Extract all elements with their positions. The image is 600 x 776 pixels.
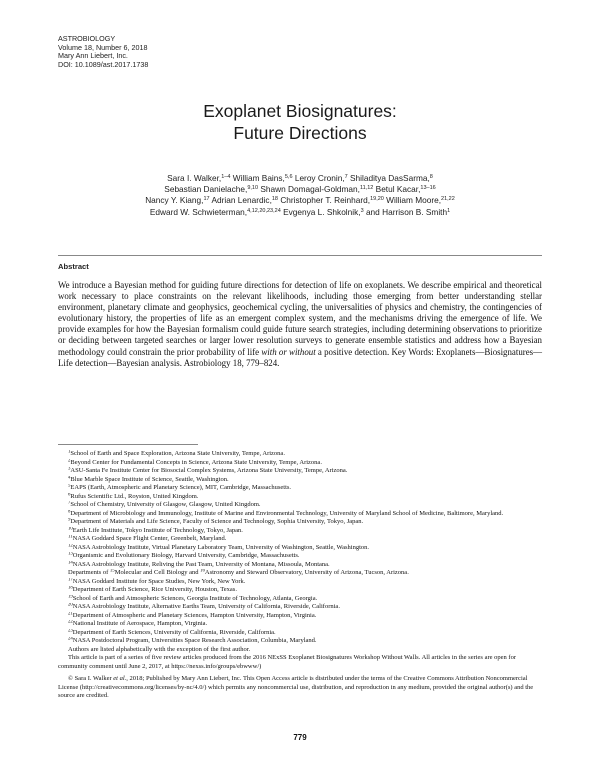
author-name: William Bains,	[232, 173, 285, 183]
copyright-italic: et al.	[113, 675, 127, 682]
affil-text: Blue Marble Space Institute of Science, Seattle, Washington.	[70, 475, 229, 483]
title-line-2: Future Directions	[233, 123, 367, 143]
affiliation-item	[58, 637, 542, 646]
author-affil: 3	[360, 207, 364, 214]
affil-text: NASA Goddard Space Flight Center, Greenbelt, Maryland.	[72, 535, 227, 542]
affiliation-item	[58, 586, 542, 595]
series-note-text: This article is part of a series of five review articles produced from the 2016 NExSS Exoplanet Biosignatures Workshop Without Walls. All articles in the series are open for community comment until June 2, 2017, at https://nexss.info/groups/ebwww/)	[58, 654, 516, 670]
abstract-body	[58, 280, 542, 369]
affil-text: School of Earth and Space Exploration, Arizona State University, Tempe, Arizona.	[70, 450, 285, 457]
author-line	[60, 207, 540, 218]
footnote-divider	[58, 444, 198, 445]
affil-number: 13	[68, 552, 73, 557]
affil-text: Astronomy and Steward Observatory, University of Arizona, Tucson, Arizona.	[204, 569, 409, 576]
affil-number: 21	[68, 611, 73, 616]
affil-text: ASU-Santa Fe Institute Center for Biosocial Complex Systems, Arizona State University, Tempe, Arizona.	[70, 467, 348, 474]
affil-text: Department of Microbiology and Immunology, Institute of Marine and Environmental Technology, University of Maryland School of Medicine, Baltimore, Maryland.	[70, 509, 504, 517]
affiliation-item	[58, 629, 542, 638]
author-affil: 9,10	[247, 185, 259, 192]
affil-text: Departments of	[68, 569, 110, 576]
affil-number: 15	[109, 569, 115, 574]
author-name: Evgenya L. Shkolnik,	[283, 206, 361, 217]
affiliation-item	[58, 595, 542, 604]
affil-text: Department of Materials and Life Science, Faculty of Science and Technology, Sophia University, Tokyo, Japan.	[70, 518, 364, 525]
affiliation-item	[58, 467, 542, 476]
affiliation-item	[58, 527, 542, 536]
journal-doi: DOI: 10.1089/ast.2017.1738	[58, 59, 149, 69]
author-affil: 5,6	[284, 174, 293, 180]
affil-number: 7	[68, 501, 71, 506]
abstract-text-end: a positive detection. Key Words: Exoplanets—Biosignatures—Life detection—Bayesian analysis. Astrobiology 18, 779–824.	[58, 346, 542, 368]
affil-number: 14	[68, 560, 73, 565]
author-affil: 1	[447, 207, 451, 214]
affil-number: 8	[68, 509, 71, 514]
affil-number: 23	[68, 628, 73, 633]
affil-number: 3	[68, 467, 71, 472]
author-name: Adrian Lenardic,	[211, 195, 272, 206]
affil-text: School of Earth and Atmospheric Sciences, Georgia Institute of Technology, Atlanta, Georgia.	[72, 594, 318, 602]
author-affil: 17	[203, 196, 210, 203]
affil-number: 9	[68, 518, 71, 523]
affil-text: Molecular and Cell Biology and	[114, 569, 201, 576]
author-line	[60, 195, 540, 206]
affiliation-item	[58, 484, 542, 493]
affiliation-item	[58, 578, 542, 587]
author-name: William Moore,	[386, 195, 442, 206]
affil-text: Department of Earth Sciences, University of California, Riverside, California.	[72, 628, 276, 636]
affiliation-item	[58, 535, 542, 544]
affil-number: 2	[68, 458, 71, 463]
affil-number: 19	[68, 594, 73, 599]
author-name: Nancy Y. Kiang,	[145, 195, 204, 206]
affiliation-item	[58, 603, 542, 612]
affiliation-item	[58, 510, 542, 519]
affiliation-item	[58, 620, 542, 629]
author-name: Edward W. Schwieterman,	[149, 206, 248, 217]
affil-text: School of Chemistry, University of Glasgow, Glasgow, United Kingdom.	[70, 501, 261, 508]
author-name: Christopher T. Reinhard,	[280, 195, 371, 206]
affiliation-item	[58, 569, 542, 578]
author-line	[60, 184, 540, 195]
author-affil: 7	[344, 174, 348, 180]
affiliation-item	[58, 459, 542, 468]
affiliation-item	[58, 476, 542, 485]
author-name: Betul Kacar,	[375, 184, 421, 195]
affil-text: Earth Life Institute, Tokyo Institute of Technology, Tokyo, Japan.	[72, 526, 243, 534]
affil-number: 5	[68, 484, 71, 489]
article-title	[0, 100, 600, 144]
affil-text: NASA Astrobiology Institute, Alternative Earths Team, University of California, Riverside, California.	[72, 603, 340, 610]
affil-text: NASA Postdoctoral Program, Universities Space Research Association, Columbia, Maryland.	[72, 637, 317, 644]
author-name: Sara I. Walker,	[167, 173, 222, 183]
affil-text: National Institute of Aerospace, Hampton, Virginia.	[72, 620, 208, 627]
journal-name: ASTROBIOLOGY	[58, 34, 116, 43]
affil-number: 1	[68, 450, 71, 455]
author-name: Sebastian Danielache,	[164, 184, 248, 195]
affil-text: NASA Astrobiology Institute, Virtual Planetary Laboratory Team, University of Washington, Seattle, Washington.	[72, 543, 370, 551]
affil-text: Rufus Scientific Ltd., Royston, United Kingdom.	[70, 492, 199, 500]
journal-header	[58, 35, 148, 69]
affil-text: Department of Earth Science, Rice University, Houston, Texas.	[72, 586, 237, 593]
affil-number: 10	[68, 526, 73, 531]
author-affil: 11,12	[359, 185, 374, 192]
affiliations	[58, 450, 542, 701]
author-order-note: Authors are listed alphabetically with the exception of the first author.	[68, 645, 251, 653]
copyright-text: © Sara I. Walker	[68, 675, 114, 682]
copyright-text-end: , 2018; Published by Mary Ann Liebert, Inc. This Open Access article is distributed under the terms of the Creative Commons Attribution Noncommercial License (http://creativecommons.org/licenses/by-nc/4.0/) which permits any noncommercial use, distribution, and reproduction in any medium, provided the original author(s) and the source are credited.	[58, 675, 534, 699]
abstract-heading: Abstract	[58, 262, 89, 271]
author-line	[60, 173, 540, 184]
journal-volume: Volume 18, Number 6, 2018	[58, 42, 148, 52]
affiliation-item	[58, 450, 542, 459]
affiliation-item	[58, 501, 542, 510]
author-affil: 8	[429, 174, 433, 180]
affil-text: NASA Goddard Institute for Space Studies, New York, New York.	[72, 577, 246, 585]
author-affil: 19,20	[370, 196, 384, 203]
author-name: Leroy Cronin,	[294, 173, 345, 183]
author-affil: 4,12,20,23,24	[247, 207, 281, 214]
author-affil: 13–16	[420, 185, 436, 192]
copyright-note	[58, 675, 542, 701]
page-number: 779	[293, 733, 307, 742]
author-name: Shawn Domagal-Goldman,	[260, 184, 360, 195]
abstract-text: We introduce a Bayesian method for guiding future directions for detection of life on exoplanets. We describe empirical and theoretical work necessary to place constraints on the relevant likelihoods, including those emerging from better understanding stellar environment, planetary climate and geophysics, geochemical cycling, the universalities of physics and chemistry, the contingencies of evolutionary history, the properties of life as an emergent complex system, and the mechanisms driving the emergence of life. We provide examples for how the Bayesian formalism could guide future search strategies, including determining observations to prioritize or deciding between targeted searches or larger lower resolution surveys to generate ensemble statistics and address how a Bayesian methodology could constrain the prior probability of life	[58, 280, 542, 357]
journal-publisher: Mary Ann Liebert, Inc.	[58, 51, 128, 61]
author-affil: 21,22	[441, 196, 455, 203]
affil-number: 4	[68, 475, 71, 480]
author-affil: 1–4	[221, 174, 231, 180]
affil-number: 6	[68, 492, 71, 497]
affil-text: Organismic and Evolutionary Biology, Harvard University, Cambridge, Massachusetts.	[72, 552, 300, 559]
affiliation-item	[58, 544, 542, 553]
affil-number: 11	[68, 535, 73, 540]
title-line-1: Exoplanet Biosignatures:	[203, 101, 397, 121]
affil-number: 16	[200, 569, 205, 574]
affil-number: 12	[68, 543, 73, 548]
affiliation-item	[58, 561, 542, 570]
abstract-top-divider	[58, 255, 542, 256]
affiliation-item	[58, 552, 542, 561]
affiliation-item	[58, 518, 542, 527]
author-list	[60, 173, 540, 218]
affil-text: Department of Atmospheric and Planetary Sciences, Hampton University, Hampton, Virginia.	[72, 611, 317, 619]
affil-number: 24	[68, 637, 73, 642]
affil-number: 22	[68, 620, 73, 625]
affil-number: 17	[68, 577, 73, 582]
affiliation-item	[58, 493, 542, 502]
affil-text: NASA Astrobiology Institute, Reliving the Past Team, University of Montana, Missoula, Montana.	[72, 560, 330, 568]
affil-text: Beyond Center for Fundamental Concepts in Science, Arizona State University, Tempe, Arizona.	[70, 458, 322, 466]
affiliation-item	[58, 612, 542, 621]
affil-number: 20	[68, 603, 73, 608]
author-name: and Harrison B. Smith	[365, 206, 448, 217]
affil-text: EAPS (Earth, Atmospheric and Planetary Science), MIT, Cambridge, Massachusetts.	[70, 484, 292, 491]
author-affil: 18	[271, 196, 278, 203]
affil-number: 18	[68, 586, 73, 591]
author-name: Shiladitya DasSarma,	[350, 173, 430, 183]
series-note	[58, 654, 542, 671]
abstract-emphasis: with or without	[261, 346, 316, 357]
